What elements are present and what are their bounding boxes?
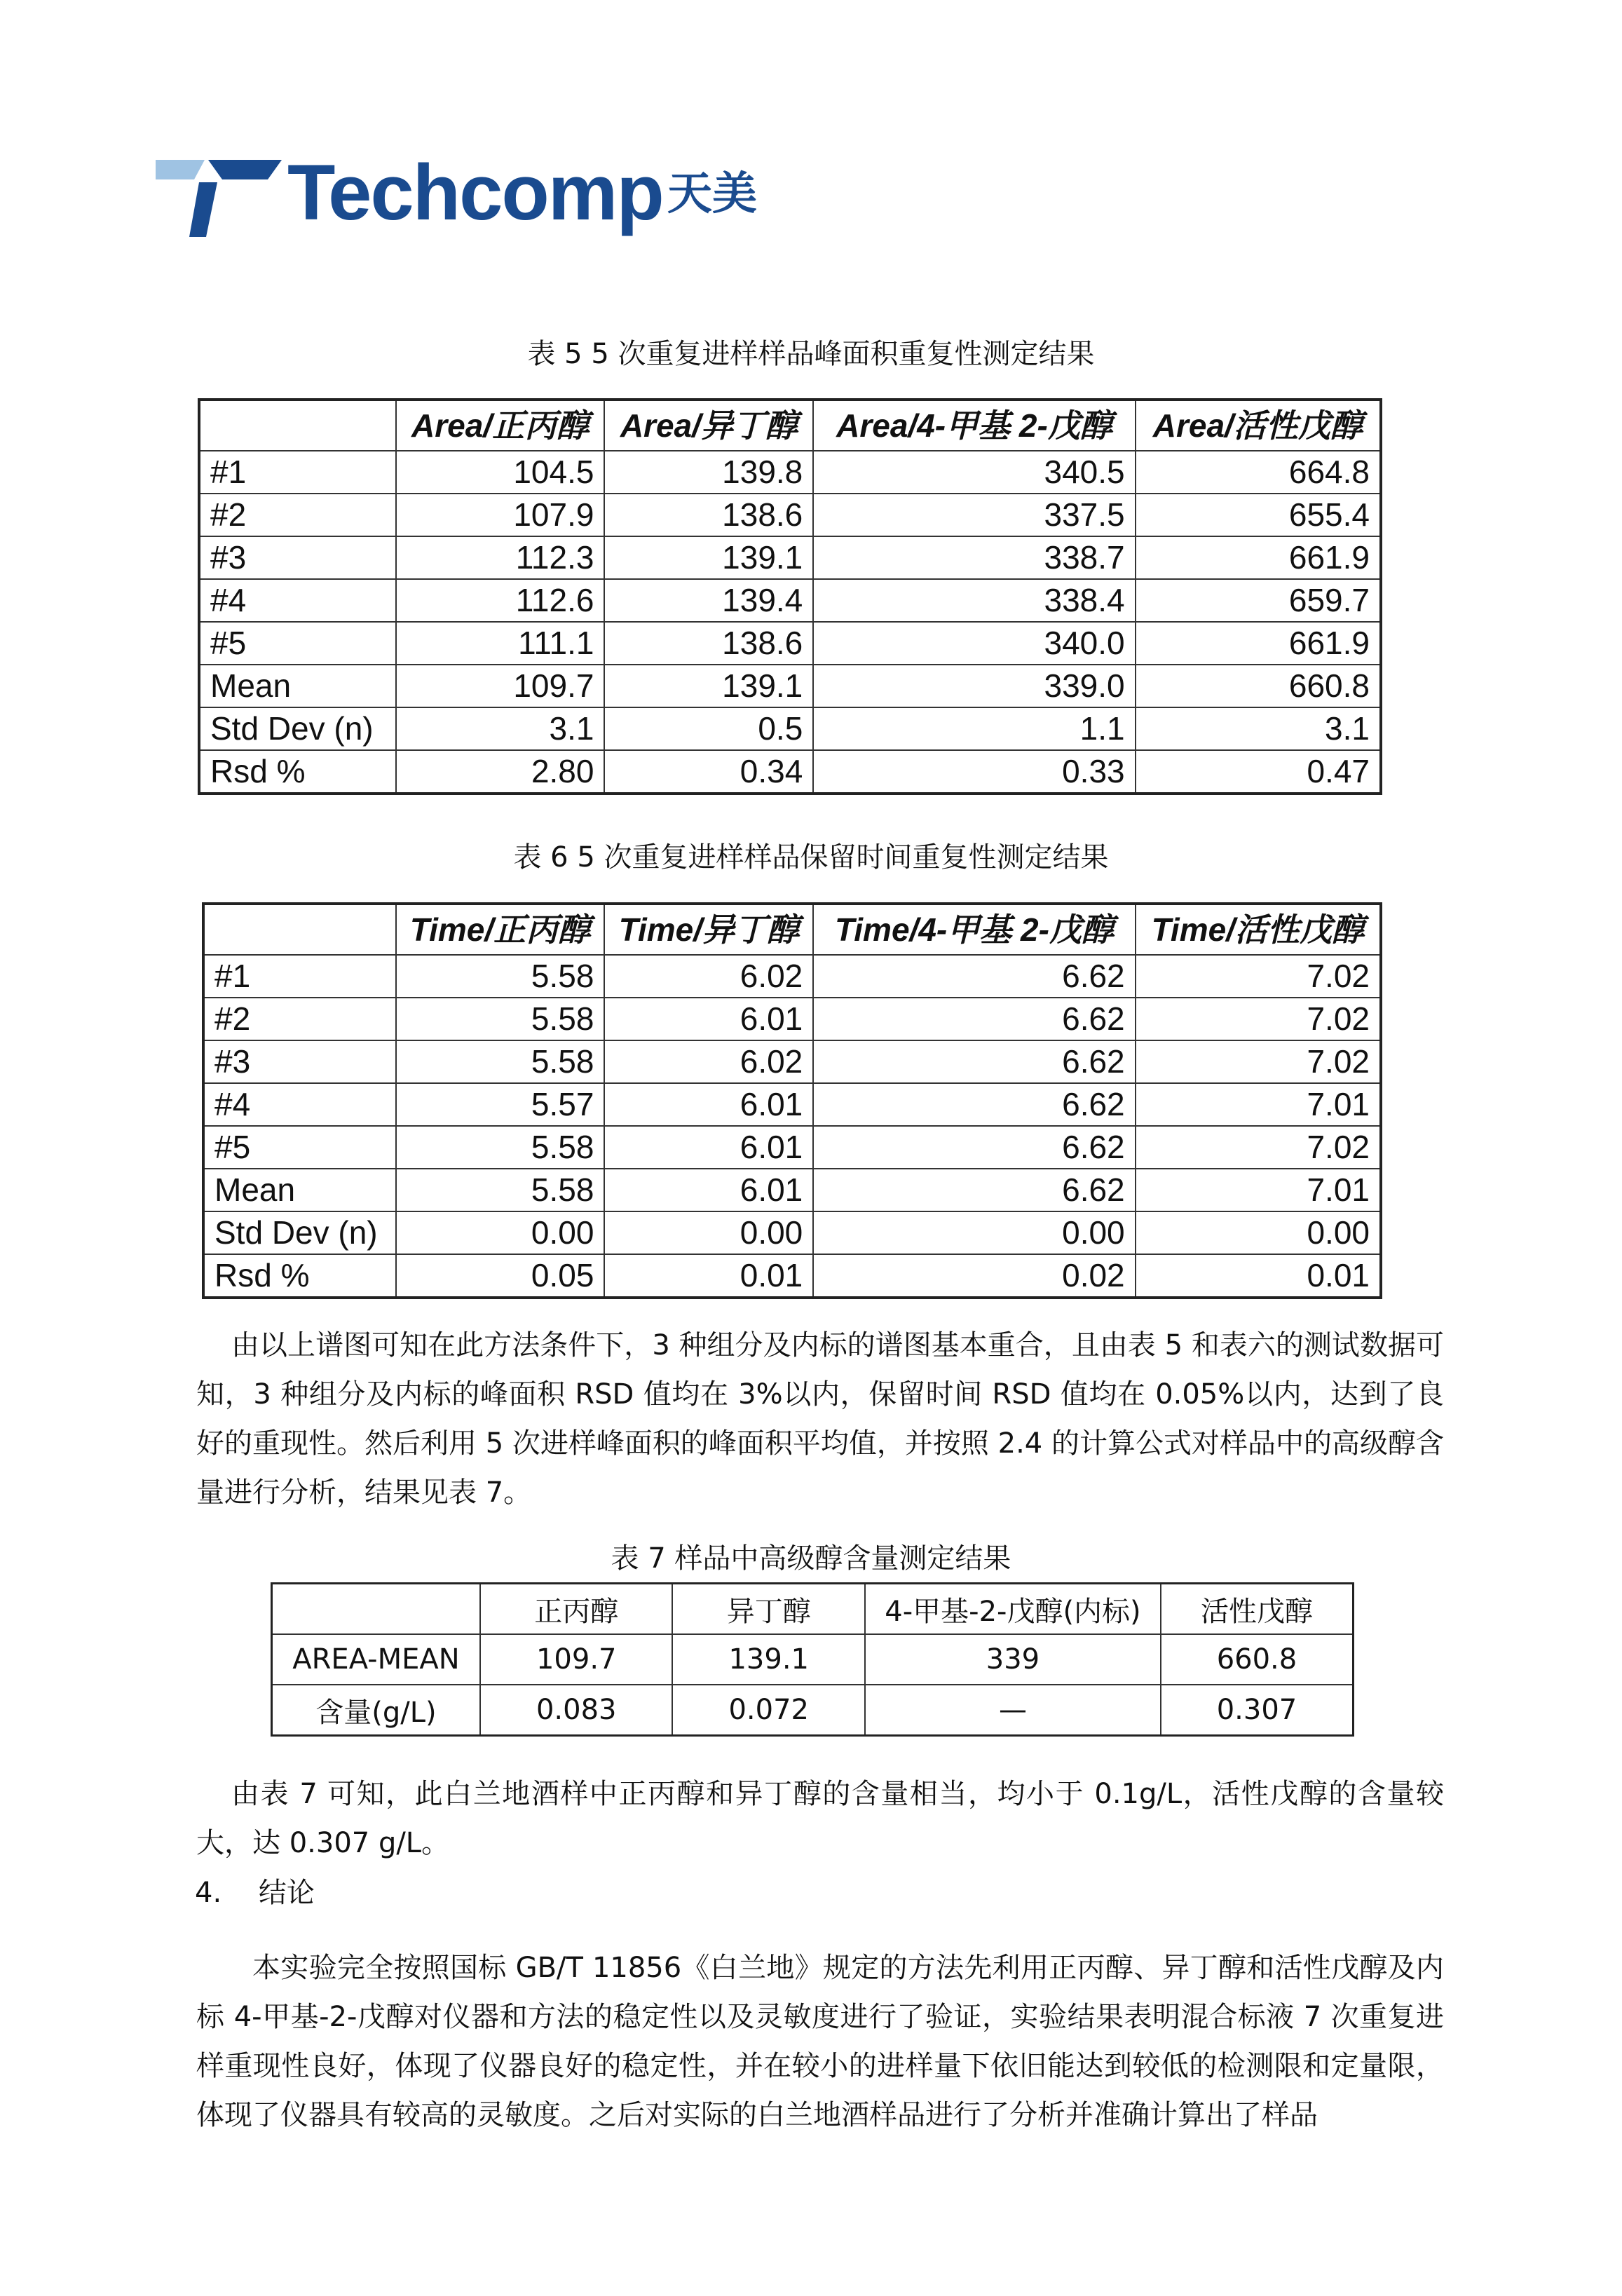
- table-cell: 7.02: [1136, 1040, 1381, 1083]
- table-cell: 0.072: [672, 1685, 865, 1736]
- table-cell: 5.58: [396, 955, 605, 998]
- table-cell: 660.8: [1161, 1634, 1354, 1685]
- table-cell: 104.5: [396, 451, 605, 494]
- table-cell: 2.80: [396, 750, 605, 794]
- table-cell: 139.1: [604, 665, 813, 707]
- table-cell: 339.0: [813, 665, 1135, 707]
- table-cell: 5.58: [396, 998, 605, 1040]
- table-cell: 6.62: [813, 1040, 1135, 1083]
- table-cell: 6.01: [604, 998, 813, 1040]
- table-cell: 0.01: [1136, 1254, 1381, 1298]
- table-cell: 6.01: [604, 1083, 813, 1126]
- row-label-cell: #2: [203, 998, 396, 1040]
- row-label-cell: #4: [203, 1083, 396, 1126]
- table6-caption: 表 6 5 次重复进样样品保留时间重复性测定结果: [513, 841, 1109, 874]
- table-row: [203, 955, 1381, 998]
- table-row: [199, 750, 1381, 794]
- table-cell: 5.57: [396, 1083, 605, 1126]
- row-label-cell: #5: [203, 1126, 396, 1169]
- table-cell: 6.01: [604, 1169, 813, 1211]
- table-row: [199, 665, 1381, 707]
- techcomp-t-mark-icon: [156, 153, 282, 237]
- table-header-cell: Area/异丁醇: [604, 400, 813, 451]
- table-cell: 0.00: [813, 1211, 1135, 1254]
- table-cell: 337.5: [813, 494, 1135, 536]
- table-cell: 7.02: [1136, 955, 1381, 998]
- section-title: 结论: [258, 1877, 315, 1909]
- table-cell: 338.4: [813, 579, 1135, 622]
- table-cell: 338.7: [813, 536, 1135, 579]
- table-row: [199, 451, 1381, 494]
- table-cell: 112.3: [396, 536, 605, 579]
- table-row: [199, 579, 1381, 622]
- row-label-cell: #1: [203, 955, 396, 998]
- row-label-cell: #3: [199, 536, 396, 579]
- table-cell: 0.00: [396, 1211, 605, 1254]
- table-cell: 139.1: [604, 536, 813, 579]
- table-row: [199, 536, 1381, 579]
- table-cell: 0.083: [480, 1685, 673, 1736]
- table-cell: 664.8: [1136, 451, 1381, 494]
- table-cell: 340.5: [813, 451, 1135, 494]
- table-cell: 5.58: [396, 1040, 605, 1083]
- table6-retention-time: [202, 902, 1382, 1299]
- conclusion-paragraph: 本实验完全按照国标 GB/T 11856《白兰地》规定的方法先利用正丙醇、异丁醇和活性戊醇及内标 4-甲基-2-戊醇对仪器和方法的稳定性以及灵敏度进行了验证，实验结果表明混合标液 7 次重复进样重现性良好，体现了仪器良好的稳定性，并在较小的进样量下依旧能达到较低的检测限和定量限，体现了仪器具有较高的灵敏度。之后对实际的白兰地酒样品进行了分析并准确计算出了样品: [196, 1952, 1444, 2131]
- table-cell: 107.9: [396, 494, 605, 536]
- table-cell: 0.33: [813, 750, 1135, 794]
- row-label-cell: Mean: [203, 1169, 396, 1211]
- table-header-row: [272, 1584, 1354, 1635]
- section-number: 4.: [195, 1877, 222, 1909]
- table-header-cell: 异丁醇: [672, 1584, 865, 1635]
- table-row: [203, 1254, 1381, 1298]
- table-cell: 6.62: [813, 998, 1135, 1040]
- table-cell: 0.05: [396, 1254, 605, 1298]
- table-cell: 0.00: [1136, 1211, 1381, 1254]
- table-cell: 3.1: [396, 707, 605, 750]
- table-cell: 7.01: [1136, 1169, 1381, 1211]
- table-cell: 5.58: [396, 1126, 605, 1169]
- row-label-cell: AREA-MEAN: [272, 1634, 480, 1685]
- table-cell: 3.1: [1136, 707, 1381, 750]
- table-header-cell: 4-甲基-2-戊醇(内标): [865, 1584, 1161, 1635]
- table-cell: 139.8: [604, 451, 813, 494]
- table-cell: 7.01: [1136, 1083, 1381, 1126]
- table-cell: 659.7: [1136, 579, 1381, 622]
- table-header-cell: Area/4-甲基 2-戊醇: [813, 400, 1135, 451]
- table-cell: 0.00: [604, 1211, 813, 1254]
- table-cell: 0.5: [604, 707, 813, 750]
- table-cell: 661.9: [1136, 536, 1381, 579]
- table-row: [203, 1211, 1381, 1254]
- table-header-cell: 正丙醇: [480, 1584, 673, 1635]
- table-header-cell: Area/活性戊醇: [1136, 400, 1381, 451]
- table-cell: 655.4: [1136, 494, 1381, 536]
- table-cell: 0.307: [1161, 1685, 1354, 1736]
- table7-alcohol-content: [271, 1582, 1354, 1737]
- row-label-cell: Rsd %: [199, 750, 396, 794]
- table-row: [272, 1634, 1354, 1685]
- section-heading: [195, 1872, 315, 1914]
- table-header-row: [203, 904, 1381, 955]
- table-cell: 112.6: [396, 579, 605, 622]
- row-label-cell: #5: [199, 622, 396, 665]
- table-cell: 111.1: [396, 622, 605, 665]
- table-header-cell: [199, 400, 396, 451]
- table7-caption: 表 7 样品中高级醇含量测定结果: [611, 1542, 1011, 1575]
- table-row: [272, 1685, 1354, 1736]
- table-row: [203, 1083, 1381, 1126]
- row-label-cell: #4: [199, 579, 396, 622]
- table-cell: 6.01: [604, 1126, 813, 1169]
- table-cell: 109.7: [480, 1634, 673, 1685]
- table-cell: 660.8: [1136, 665, 1381, 707]
- row-label-cell: Mean: [199, 665, 396, 707]
- table-cell: 138.6: [604, 494, 813, 536]
- table-header-row: [199, 400, 1381, 451]
- row-label-cell: Rsd %: [203, 1254, 396, 1298]
- table-cell: 5.58: [396, 1169, 605, 1211]
- content-paragraph: 由表 7 可知，此白兰地酒样中正丙醇和异丁醇的含量相当，均小于 0.1g/L，活性戊醇的含量较大，达 0.307 g/L。: [196, 1778, 1444, 1859]
- table-header-cell: Time/活性戊醇: [1136, 904, 1381, 955]
- table-header-cell: 活性戊醇: [1161, 1584, 1354, 1635]
- table-row: [199, 707, 1381, 750]
- table-row: [203, 1169, 1381, 1211]
- table-cell: 6.62: [813, 1169, 1135, 1211]
- table-cell: 0.01: [604, 1254, 813, 1298]
- table-cell: 109.7: [396, 665, 605, 707]
- table-cell: 0.47: [1136, 750, 1381, 794]
- table-cell: 0.02: [813, 1254, 1135, 1298]
- table-cell: —: [865, 1685, 1161, 1736]
- table-cell: 0.34: [604, 750, 813, 794]
- table-header-cell: Area/正丙醇: [396, 400, 605, 451]
- table-cell: 7.02: [1136, 1126, 1381, 1169]
- table-cell: 138.6: [604, 622, 813, 665]
- table-row: [203, 998, 1381, 1040]
- table-cell: 661.9: [1136, 622, 1381, 665]
- table-cell: 6.02: [604, 955, 813, 998]
- table-cell: 1.1: [813, 707, 1135, 750]
- logo-chinese-name: 天美: [667, 168, 757, 220]
- table-cell: 139.4: [604, 579, 813, 622]
- table-header-cell: [203, 904, 396, 955]
- row-label-cell: #3: [203, 1040, 396, 1083]
- table-cell: 6.62: [813, 1126, 1135, 1169]
- table-row: [199, 494, 1381, 536]
- table-row: [203, 1040, 1381, 1083]
- table-header-cell: Time/异丁醇: [604, 904, 813, 955]
- row-label-cell: Std Dev (n): [203, 1211, 396, 1254]
- row-label-cell: 含量(g/L): [272, 1685, 480, 1736]
- table-header-cell: Time/4-甲基 2-戊醇: [813, 904, 1135, 955]
- table-cell: 6.62: [813, 1083, 1135, 1126]
- table-cell: 7.02: [1136, 998, 1381, 1040]
- table-row: [203, 1126, 1381, 1169]
- row-label-cell: Std Dev (n): [199, 707, 396, 750]
- results-paragraph: 由以上谱图可知在此方法条件下，3 种组分及内标的谱图基本重合，且由表 5 和表六的测试数据可知，3 种组分及内标的峰面积 RSD 值均在 3%以内，保留时间 RSD 值均在 0.05%以内，达到了良好的重现性。然后利用 5 次进样峰面积的峰面积平均值，并按照 2.4 的计算公式对样品中的高级醇含量进行分析，结果见表 7。: [196, 1329, 1444, 1509]
- table-cell: 139.1: [672, 1634, 865, 1685]
- techcomp-logo: [156, 147, 786, 238]
- table5-caption: 表 5 5 次重复进样样品峰面积重复性测定结果: [527, 338, 1095, 370]
- logo-wordmark: Techcomp: [287, 149, 663, 236]
- table-cell: 6.02: [604, 1040, 813, 1083]
- row-label-cell: #1: [199, 451, 396, 494]
- table-header-cell: Time/正丙醇: [396, 904, 605, 955]
- table-cell: 339: [865, 1634, 1161, 1685]
- table-header-cell: [272, 1584, 480, 1635]
- table-row: [199, 622, 1381, 665]
- row-label-cell: #2: [199, 494, 396, 536]
- table5-peak-area: [198, 398, 1382, 795]
- table-cell: 340.0: [813, 622, 1135, 665]
- table-cell: 6.62: [813, 955, 1135, 998]
